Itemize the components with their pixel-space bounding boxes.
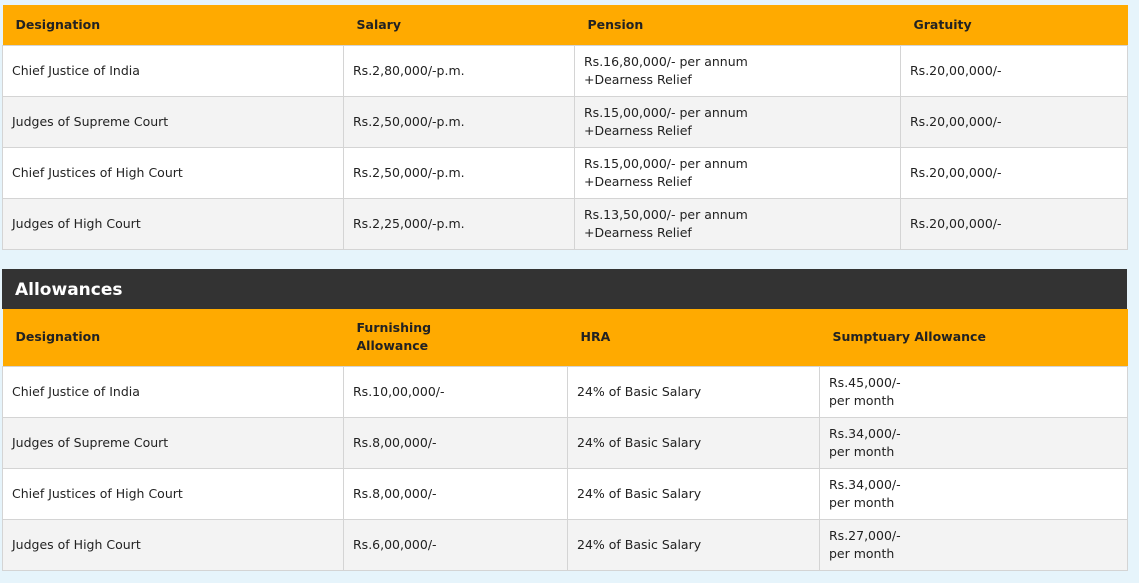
allowances-title: Allowances xyxy=(2,269,1127,309)
sumptuary-cell xyxy=(820,468,1128,519)
furnishing-header-line1: Furnishing xyxy=(356,320,432,336)
sumptuary-period: per month xyxy=(829,392,895,408)
salary-table-header-row xyxy=(3,5,1128,45)
salary-cell: Rs.2,50,000/-p.m. xyxy=(344,147,575,198)
pension-note: +Dearness Relief xyxy=(584,122,692,138)
furnishing-cell: Rs.8,00,000/- xyxy=(344,468,568,519)
table-row xyxy=(3,147,1128,198)
pension-note: +Dearness Relief xyxy=(584,224,692,240)
hra-cell: 24% of Basic Salary xyxy=(568,519,820,570)
pension-amount: Rs.15,00,000/- per annum xyxy=(584,104,748,120)
gratuity-cell: Rs.20,00,000/- xyxy=(901,147,1128,198)
furnishing-cell: Rs.6,00,000/- xyxy=(344,519,568,570)
allowances-table-header-row xyxy=(3,309,1128,366)
allowances-table xyxy=(2,309,1128,571)
allowances-header-sumptuary: Sumptuary Allowance xyxy=(820,309,1128,366)
furnishing-cell: Rs.8,00,000/- xyxy=(344,417,568,468)
table-row xyxy=(3,198,1128,249)
designation-cell: Judges of Supreme Court xyxy=(3,417,344,468)
designation-cell: Chief Justices of High Court xyxy=(3,468,344,519)
allowances-header-designation: Designation xyxy=(3,309,344,366)
pension-amount: Rs.16,80,000/- per annum xyxy=(584,53,748,69)
sumptuary-amount: Rs.34,000/- xyxy=(829,425,901,441)
sumptuary-cell xyxy=(820,366,1128,417)
salary-header-salary: Salary xyxy=(344,5,575,45)
designation-cell: Judges of High Court xyxy=(3,198,344,249)
pension-note: +Dearness Relief xyxy=(584,71,692,87)
sumptuary-amount: Rs.27,000/- xyxy=(829,527,901,543)
hra-cell: 24% of Basic Salary xyxy=(568,417,820,468)
designation-cell: Chief Justice of India xyxy=(3,366,344,417)
pension-note: +Dearness Relief xyxy=(584,173,692,189)
salary-cell: Rs.2,50,000/-p.m. xyxy=(344,96,575,147)
pension-amount: Rs.13,50,000/- per annum xyxy=(584,206,748,222)
sumptuary-amount: Rs.34,000/- xyxy=(829,476,901,492)
gratuity-cell: Rs.20,00,000/- xyxy=(901,96,1128,147)
pension-cell xyxy=(575,198,901,249)
table-row xyxy=(3,366,1128,417)
gratuity-cell: Rs.20,00,000/- xyxy=(901,45,1128,96)
allowances-section xyxy=(2,269,1127,571)
furnishing-cell: Rs.10,00,000/- xyxy=(344,366,568,417)
designation-cell: Chief Justice of India xyxy=(3,45,344,96)
table-row xyxy=(3,417,1128,468)
sumptuary-period: per month xyxy=(829,545,895,561)
table-row xyxy=(3,468,1128,519)
table-row xyxy=(3,519,1128,570)
sumptuary-period: per month xyxy=(829,494,895,510)
salary-table xyxy=(2,5,1128,250)
salary-header-pension: Pension xyxy=(575,5,901,45)
salary-cell: Rs.2,25,000/-p.m. xyxy=(344,198,575,249)
designation-cell: Judges of High Court xyxy=(3,519,344,570)
pension-amount: Rs.15,00,000/- per annum xyxy=(584,155,748,171)
salary-section xyxy=(2,5,1127,250)
pension-cell xyxy=(575,45,901,96)
sumptuary-amount: Rs.45,000/- xyxy=(829,374,901,390)
table-row xyxy=(3,45,1128,96)
pension-cell xyxy=(575,96,901,147)
salary-header-designation: Designation xyxy=(3,5,344,45)
sumptuary-cell xyxy=(820,417,1128,468)
salary-cell: Rs.2,80,000/-p.m. xyxy=(344,45,575,96)
hra-cell: 24% of Basic Salary xyxy=(568,366,820,417)
allowances-header-hra: HRA xyxy=(568,309,820,366)
designation-cell: Chief Justices of High Court xyxy=(3,147,344,198)
pension-cell xyxy=(575,147,901,198)
allowances-header-furnishing xyxy=(344,309,568,366)
salary-header-gratuity: Gratuity xyxy=(901,5,1128,45)
gratuity-cell: Rs.20,00,000/- xyxy=(901,198,1128,249)
designation-cell: Judges of Supreme Court xyxy=(3,96,344,147)
hra-cell: 24% of Basic Salary xyxy=(568,468,820,519)
table-row xyxy=(3,96,1128,147)
sumptuary-period: per month xyxy=(829,443,895,459)
sumptuary-cell xyxy=(820,519,1128,570)
furnishing-header-line2: Allowance xyxy=(356,338,429,354)
